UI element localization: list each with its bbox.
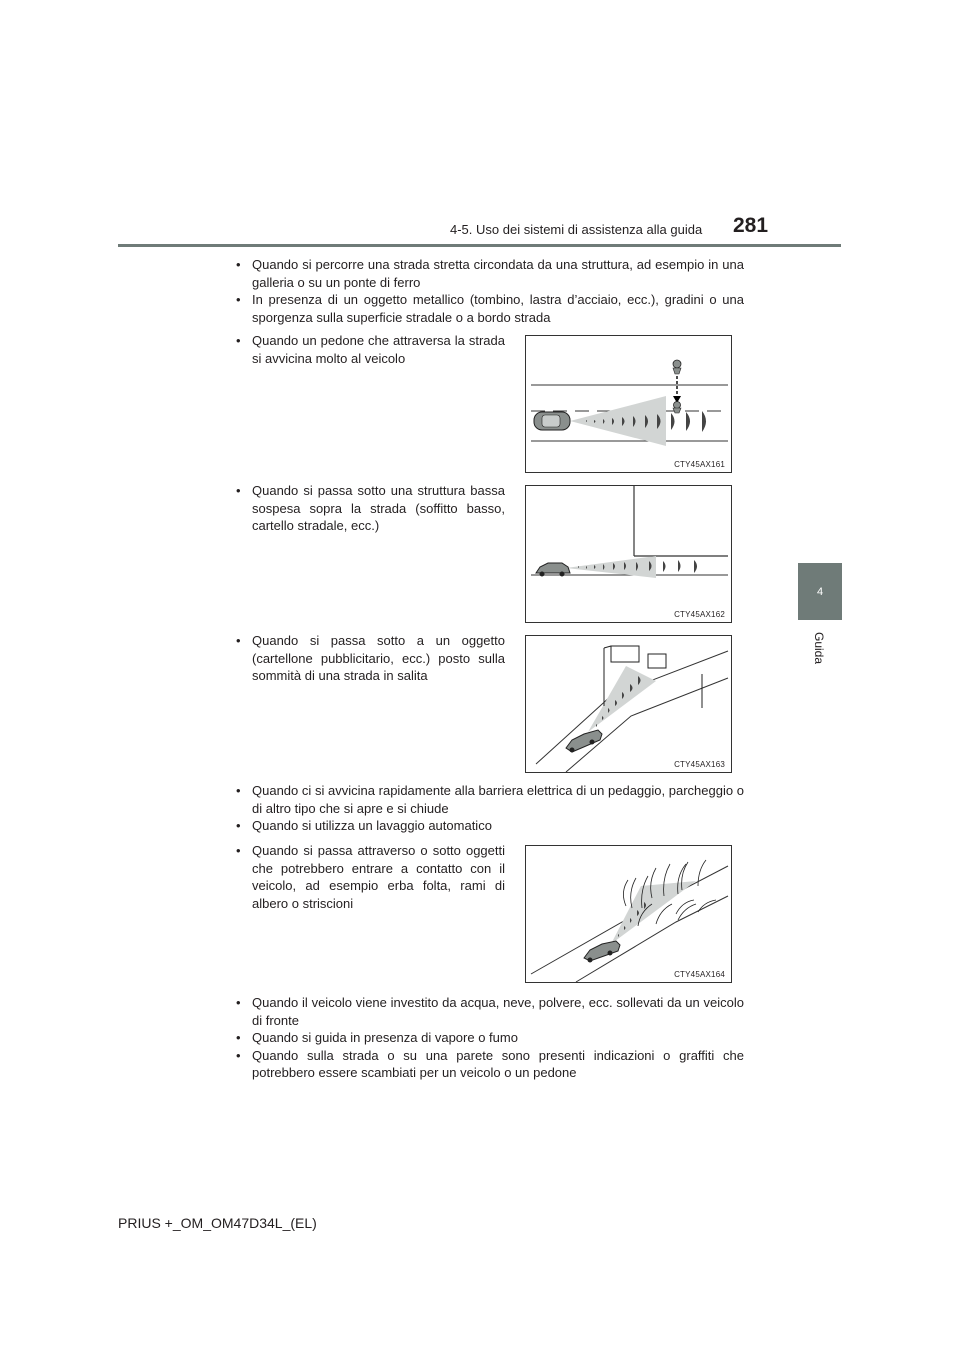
figure-item-3-text	[236, 632, 505, 685]
uphill-billboard-illustration	[525, 635, 732, 773]
grass-branches-illustration	[525, 845, 732, 983]
list-item: • Quando ci si avvicina rapidamente alla barriera elettrica di un pedaggio, parcheggio o di altro tipo che si apre e si chiude	[236, 782, 744, 817]
list-item: • Quando sulla strada o su una parete sono presenti indicazioni o graffiti che potrebbero essere scambiati per un veicolo o un pedone	[236, 1047, 744, 1082]
page-number: 281	[733, 214, 769, 237]
list-item: • Quando si passa attraverso o sotto oggetti che potrebbero entrare a contatto con il veicolo, ad esempio erba folta, rami di albero o striscioni	[236, 842, 505, 912]
figure-code: CTY45AX164	[674, 970, 725, 979]
chapter-tab[interactable]	[798, 563, 842, 620]
pedestrian-crossing-illustration	[525, 335, 732, 473]
pedestrian-crossing-icon	[526, 336, 733, 474]
list-item: • Quando si passa sotto a un oggetto (cartellone pubblicitario, ecc.) posto sulla sommità di una strada in salita	[236, 632, 505, 685]
top-bullet-list	[236, 256, 744, 326]
chapter-number: 4	[816, 585, 824, 598]
figure-code: CTY45AX162	[674, 610, 725, 619]
chapter-label: Guida	[812, 631, 826, 665]
section-title: 4-5. Uso dei sistemi di assistenza alla guida	[450, 222, 703, 237]
figure-item-1-text	[236, 332, 505, 367]
document-code: PRIUS +_OM_OM47D34L_(EL)	[118, 1215, 317, 1231]
list-item: • Quando il veicolo viene investito da acqua, neve, polvere, ecc. sollevati da un veicolo di fronte	[236, 994, 744, 1029]
grass-branches-icon	[526, 846, 733, 984]
figure-code: CTY45AX163	[674, 760, 725, 769]
bottom-bullet-list	[236, 994, 744, 1082]
list-item: • Quando si utilizza un lavaggio automatico	[236, 817, 744, 835]
list-item: • Quando si passa sotto una struttura bassa sospesa sopra la strada (soffitto basso, cartello stradale, ecc.)	[236, 482, 505, 535]
list-item: • Quando un pedone che attraversa la strada si avvicina molto al veicolo	[236, 332, 505, 367]
list-item: • Quando si percorre una strada stretta circondata da una struttura, ad esempio in una galleria o su un ponte di ferro	[236, 256, 744, 291]
middle-bullet-list	[236, 782, 744, 835]
figure-code: CTY45AX161	[674, 460, 725, 469]
uphill-billboard-icon	[526, 636, 733, 774]
low-overhead-structure-illustration	[525, 485, 732, 623]
low-overhead-structure-icon	[526, 486, 733, 624]
figure-item-2-text	[236, 482, 505, 535]
figure-item-4-text	[236, 842, 505, 912]
list-item: • In presenza di un oggetto metallico (tombino, lastra d’acciaio, ecc.), gradini o una sporgenza sulla superficie stradale o a bordo strada	[236, 291, 744, 326]
list-item: • Quando si guida in presenza di vapore o fumo	[236, 1029, 744, 1047]
header-divider	[118, 244, 841, 247]
